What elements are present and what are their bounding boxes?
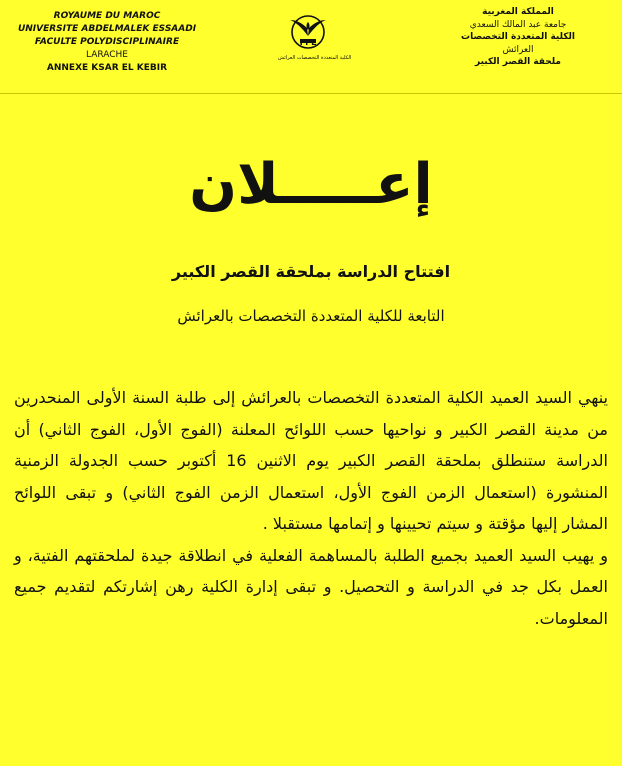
announcement-subtitle: افتتاح الدراسة بملحقة القصر الكبير xyxy=(171,262,451,281)
header-right-line-2: جامعة عبد المالك السعدي xyxy=(469,19,567,30)
header-left-line-2: UNIVERSITE ABDELMALEK ESSAADI xyxy=(17,24,197,34)
header-left-line-1: ROYAUME DU MAROC xyxy=(53,11,161,21)
header-right-line-4: العرائش xyxy=(502,44,534,55)
header-left-line-3: FACULTE POLYDISCIPLINAIRE xyxy=(34,37,180,47)
logo-letters: FPL xyxy=(299,38,317,47)
header-right-line-3: الكلية المتعددة التخصصات xyxy=(461,32,575,42)
faculty-logo xyxy=(278,8,352,74)
announcement-paragraph-1: ينهي السيد العميد الكلية المتعددة التخصصات بالعرائش إلى طلبة السنة الأولى المنحدرين من مدينة القصر الكبير و نواحيها حسب اللوائح المعلنة (الفوج الأول، الفوج الثاني) أن الدراسة ستنطلق بملحقة القصر الكبير يوم الاثنين 16 أكتوبر حسب الجدولة الزمنية المنشورة (استعمال الزمن الفوج الأول، استعمال الزمن الفوج الثاني) و تبقى اللوائح المشار إليها مؤقتة و سيتم تحيينها و إتمامها مستقبلا . xyxy=(14,388,608,533)
header-left-institution xyxy=(12,10,202,75)
announcement-subtitle-secondary: التابعة للكلية المتعددة التخصصات بالعرائش xyxy=(177,307,445,325)
header-left-line-5: ANNEXE KSAR EL KEBIR xyxy=(46,63,168,73)
header-left-line-4: LARACHE xyxy=(85,50,128,60)
header-right-line-1: المملكة المغربية xyxy=(482,7,554,17)
header-right-line-5: ملحقة القصر الكبير xyxy=(475,57,561,67)
announcement-title: إعـــــلان xyxy=(189,152,433,217)
header-divider xyxy=(0,93,622,94)
logo-caption: الكلية المتعددة التخصصات العرائش xyxy=(278,55,352,61)
header-right-institution xyxy=(438,6,598,69)
announcement-paragraph-2: و يهيب السيد العميد بجميع الطلبة بالمساهمة الفعلية في انطلاقة جيدة لملحقتهم الفتية، و العمل بكل جد في الدراسة و التحصيل. و تبقى إدارة الكلية رهن إشارتكم لتقديم جميع المعلومات. xyxy=(14,545,608,628)
announcement-body xyxy=(14,382,608,634)
